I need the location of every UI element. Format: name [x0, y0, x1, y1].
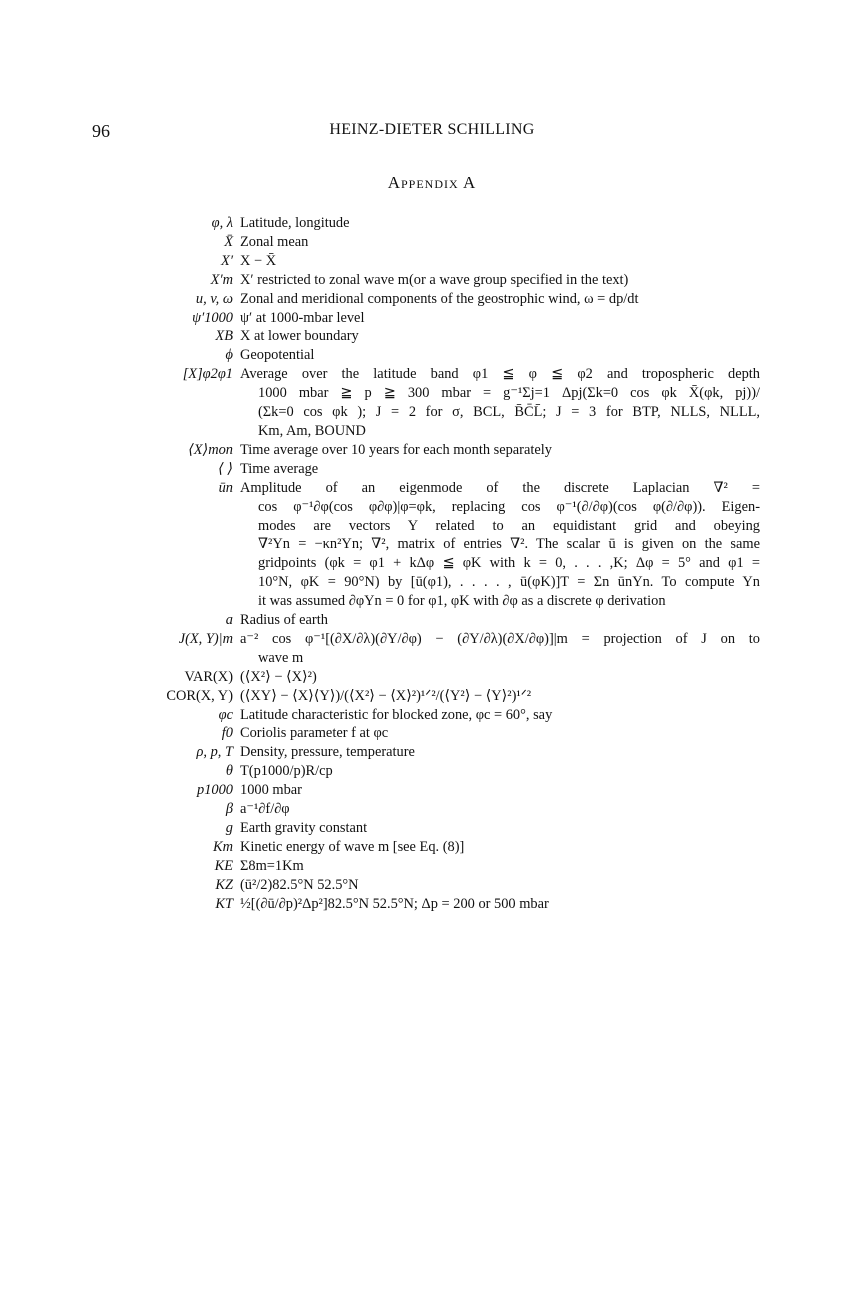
glossary-definition [240, 290, 760, 309]
glossary-entry [140, 479, 760, 611]
glossary-definition [240, 346, 760, 365]
glossary-symbol: ūn [218, 479, 233, 496]
definition-line: Amplitude of an eigenmode of the discrete Laplacian ∇² = [240, 479, 760, 496]
appendix-title: Appendix A [387, 173, 477, 192]
definition-line: X at lower boundary [240, 328, 359, 345]
glossary-definition [240, 479, 760, 611]
glossary-entry [140, 724, 760, 743]
glossary-symbol: Km [213, 838, 233, 855]
glossary-symbol: φ, λ [211, 215, 233, 231]
glossary-definition [240, 895, 760, 914]
glossary-definition [240, 441, 760, 460]
glossary-symbol: u, v, ω [195, 290, 233, 307]
glossary-definition [240, 857, 760, 876]
glossary-symbol: ⟨ ⟩ [218, 460, 233, 477]
definition-line: ψ′ at 1000-mbar level [240, 309, 365, 326]
definition-line: it was assumed ∂φYn = 0 for φ1, φK with ∂φ as a discrete φ derivation [258, 593, 666, 610]
glossary-entry [140, 781, 760, 800]
glossary-definition [240, 706, 760, 725]
definition-line: X′ restricted to zonal wave m(or a wave group specified in the text) [240, 271, 629, 288]
glossary-entry [140, 819, 760, 838]
glossary-definition [240, 327, 760, 346]
glossary-entry [140, 233, 760, 252]
definition-line: wave m [258, 649, 304, 666]
glossary-definition [240, 214, 760, 233]
glossary-entry [140, 687, 760, 706]
glossary-entry [140, 327, 760, 346]
glossary-entry [140, 800, 760, 819]
definition-line: Coriolis parameter f at φc [240, 725, 389, 742]
glossary-symbol: KT [215, 895, 233, 912]
glossary-definition [240, 233, 760, 252]
glossary-definition [240, 876, 760, 895]
definition-line: ∇²Yn = −κn²Yn; ∇², matrix of entries ∇². The scalar ū is given on the same [258, 536, 760, 553]
glossary-definition [240, 687, 760, 706]
definition-line: 1000 mbar [240, 782, 302, 799]
glossary-entry [140, 895, 760, 914]
glossary-entry [140, 460, 760, 479]
glossary-symbol: ψ′1000 [192, 309, 233, 326]
definition-line: Density, pressure, temperature [240, 744, 415, 761]
running-head: HEINZ-DIETER SCHILLING [329, 121, 535, 138]
definition-line: Average over the latitude band φ1 ≦ φ ≦ φ2 and tropospheric depth [240, 366, 760, 383]
glossary-definition [240, 309, 760, 328]
glossary-entry [140, 743, 760, 762]
definition-line: Time average [240, 460, 319, 477]
glossary-definition [240, 800, 760, 819]
glossary-definition [240, 762, 760, 781]
glossary-definition [240, 271, 760, 290]
glossary-definition [240, 724, 760, 743]
glossary-entry [140, 252, 760, 271]
glossary-entry [140, 668, 760, 687]
glossary-symbol: ⟨X⟩mon [188, 441, 233, 458]
definition-line: Km, Am, BOUND [258, 422, 366, 439]
glossary-entry [140, 857, 760, 876]
glossary-definition [240, 252, 760, 271]
glossary-entry [140, 876, 760, 895]
definition-line: Zonal mean [240, 233, 309, 250]
definition-line: T(p1000/p)R/cp [240, 763, 333, 780]
definition-line: Radius of earth [240, 612, 328, 629]
glossary-entry [140, 630, 760, 668]
definition-line: (Σk=0 cos φk ); J = 2 for σ, BCL, B̄C̄L̄; J = 3 for BTP, NLLS, NLLL, [258, 404, 760, 421]
glossary-entry [140, 365, 760, 441]
definition-line: X − X̄ [240, 252, 277, 269]
glossary-entry [140, 611, 760, 630]
glossary-definition [240, 611, 760, 630]
definition-line: 1000 mbar ≧ p ≧ 300 mbar = g⁻¹Σj=1 Δpj(Σk=0 cos φk X̄(φk, pj))/ [258, 385, 760, 402]
glossary-symbol: J(X, Y)|m [178, 630, 233, 647]
glossary-definition [240, 668, 760, 687]
glossary-entry [140, 346, 760, 365]
definition-line: cos φ⁻¹∂φ(cos φ∂φ)|φ=φk, replacing cos φ⁻¹(∂/∂φ)(cos φ(∂/∂φ)). Eigen- [258, 498, 760, 515]
glossary-symbol: θ [225, 763, 233, 780]
definition-line: ½[(∂ū/∂p)²Δp²]82.5°N 52.5°N; Δp = 200 or 500 mbar [240, 895, 549, 912]
glossary-definition [240, 630, 760, 668]
definition-line: Zonal and meridional components of the geostrophic wind, ω = dp/dt [240, 290, 639, 307]
glossary-definition [240, 838, 760, 857]
page-number: 96 [92, 121, 110, 141]
glossary-symbol: COR(X, Y) [166, 687, 233, 704]
definition-line: Earth gravity constant [240, 820, 368, 836]
definition-line: Σ8m=1Km [240, 857, 304, 874]
definition-line: Kinetic energy of wave m [see Eq. (8)] [240, 838, 465, 855]
definition-line: Geopotential [240, 347, 315, 364]
glossary-symbol: f0 [221, 725, 233, 742]
glossary-entry [140, 271, 760, 290]
glossary-symbol: VAR(X) [184, 668, 233, 685]
glossary-entry [140, 441, 760, 460]
glossary-entry [140, 214, 760, 233]
glossary-definition [240, 365, 760, 441]
glossary-symbol: X′m [210, 271, 233, 288]
definition-line: Time average over 10 years for each month separately [240, 441, 552, 458]
glossary-symbol: [X]φ2φ1 [182, 366, 233, 383]
glossary-symbol: KE [214, 857, 233, 874]
glossary-definition [240, 781, 760, 800]
definition-line: (⟨X²⟩ − ⟨X⟩²) [240, 668, 317, 685]
definition-line: modes are vectors Y related to an equidistant grid and obeying [258, 517, 760, 534]
glossary-definition [240, 743, 760, 762]
glossary-symbol: φc [218, 706, 233, 723]
glossary-definition [240, 819, 760, 838]
glossary-symbol: XB [215, 328, 233, 345]
glossary-symbol: β [225, 801, 233, 818]
glossary-entry [140, 706, 760, 725]
glossary-symbol: a [225, 612, 233, 629]
definition-line: 10°N, φK = 90°N) by [ū(φ1), . . . . , ū(φK)]T = Σn ūnYn. To compute Yn [258, 574, 760, 591]
definition-line: (ū²/2)82.5°N 52.5°N [240, 876, 359, 893]
glossary-symbol: X̄ [224, 233, 233, 250]
definition-line: gridpoints (φk = φ1 + kΔφ ≦ φK with k = 0, . . . ,K; Δφ = 5° and φ1 = [258, 555, 760, 572]
glossary-symbol: ϕ [225, 347, 233, 364]
glossary-symbol: KZ [215, 876, 233, 893]
symbol-glossary [140, 214, 760, 914]
glossary-entry [140, 838, 760, 857]
glossary-entry [140, 309, 760, 328]
definition-line: a⁻¹∂f/∂φ [240, 801, 290, 818]
glossary-symbol: g [225, 820, 233, 836]
glossary-symbol: ρ, p, T [196, 744, 233, 761]
glossary-entry [140, 290, 760, 309]
glossary-symbol: p1000 [197, 782, 233, 799]
definition-line: a⁻² cos φ⁻¹[(∂X/∂λ)(∂Y/∂φ) − (∂Y/∂λ)(∂X/∂φ)]|m = projection of J on to [240, 630, 760, 647]
glossary-definition [240, 460, 760, 479]
glossary-entry [140, 762, 760, 781]
definition-line: Latitude, longitude [240, 215, 350, 231]
definition-line: Latitude characteristic for blocked zone, φc = 60°, say [240, 706, 553, 723]
glossary-symbol: X′ [221, 252, 233, 269]
definition-line: (⟨XY⟩ − ⟨X⟩⟨Y⟩)/(⟨X²⟩ − ⟨X⟩²)¹ᐟ²/(⟨Y²⟩ − ⟨Y⟩²)¹ᐟ² [240, 687, 532, 704]
